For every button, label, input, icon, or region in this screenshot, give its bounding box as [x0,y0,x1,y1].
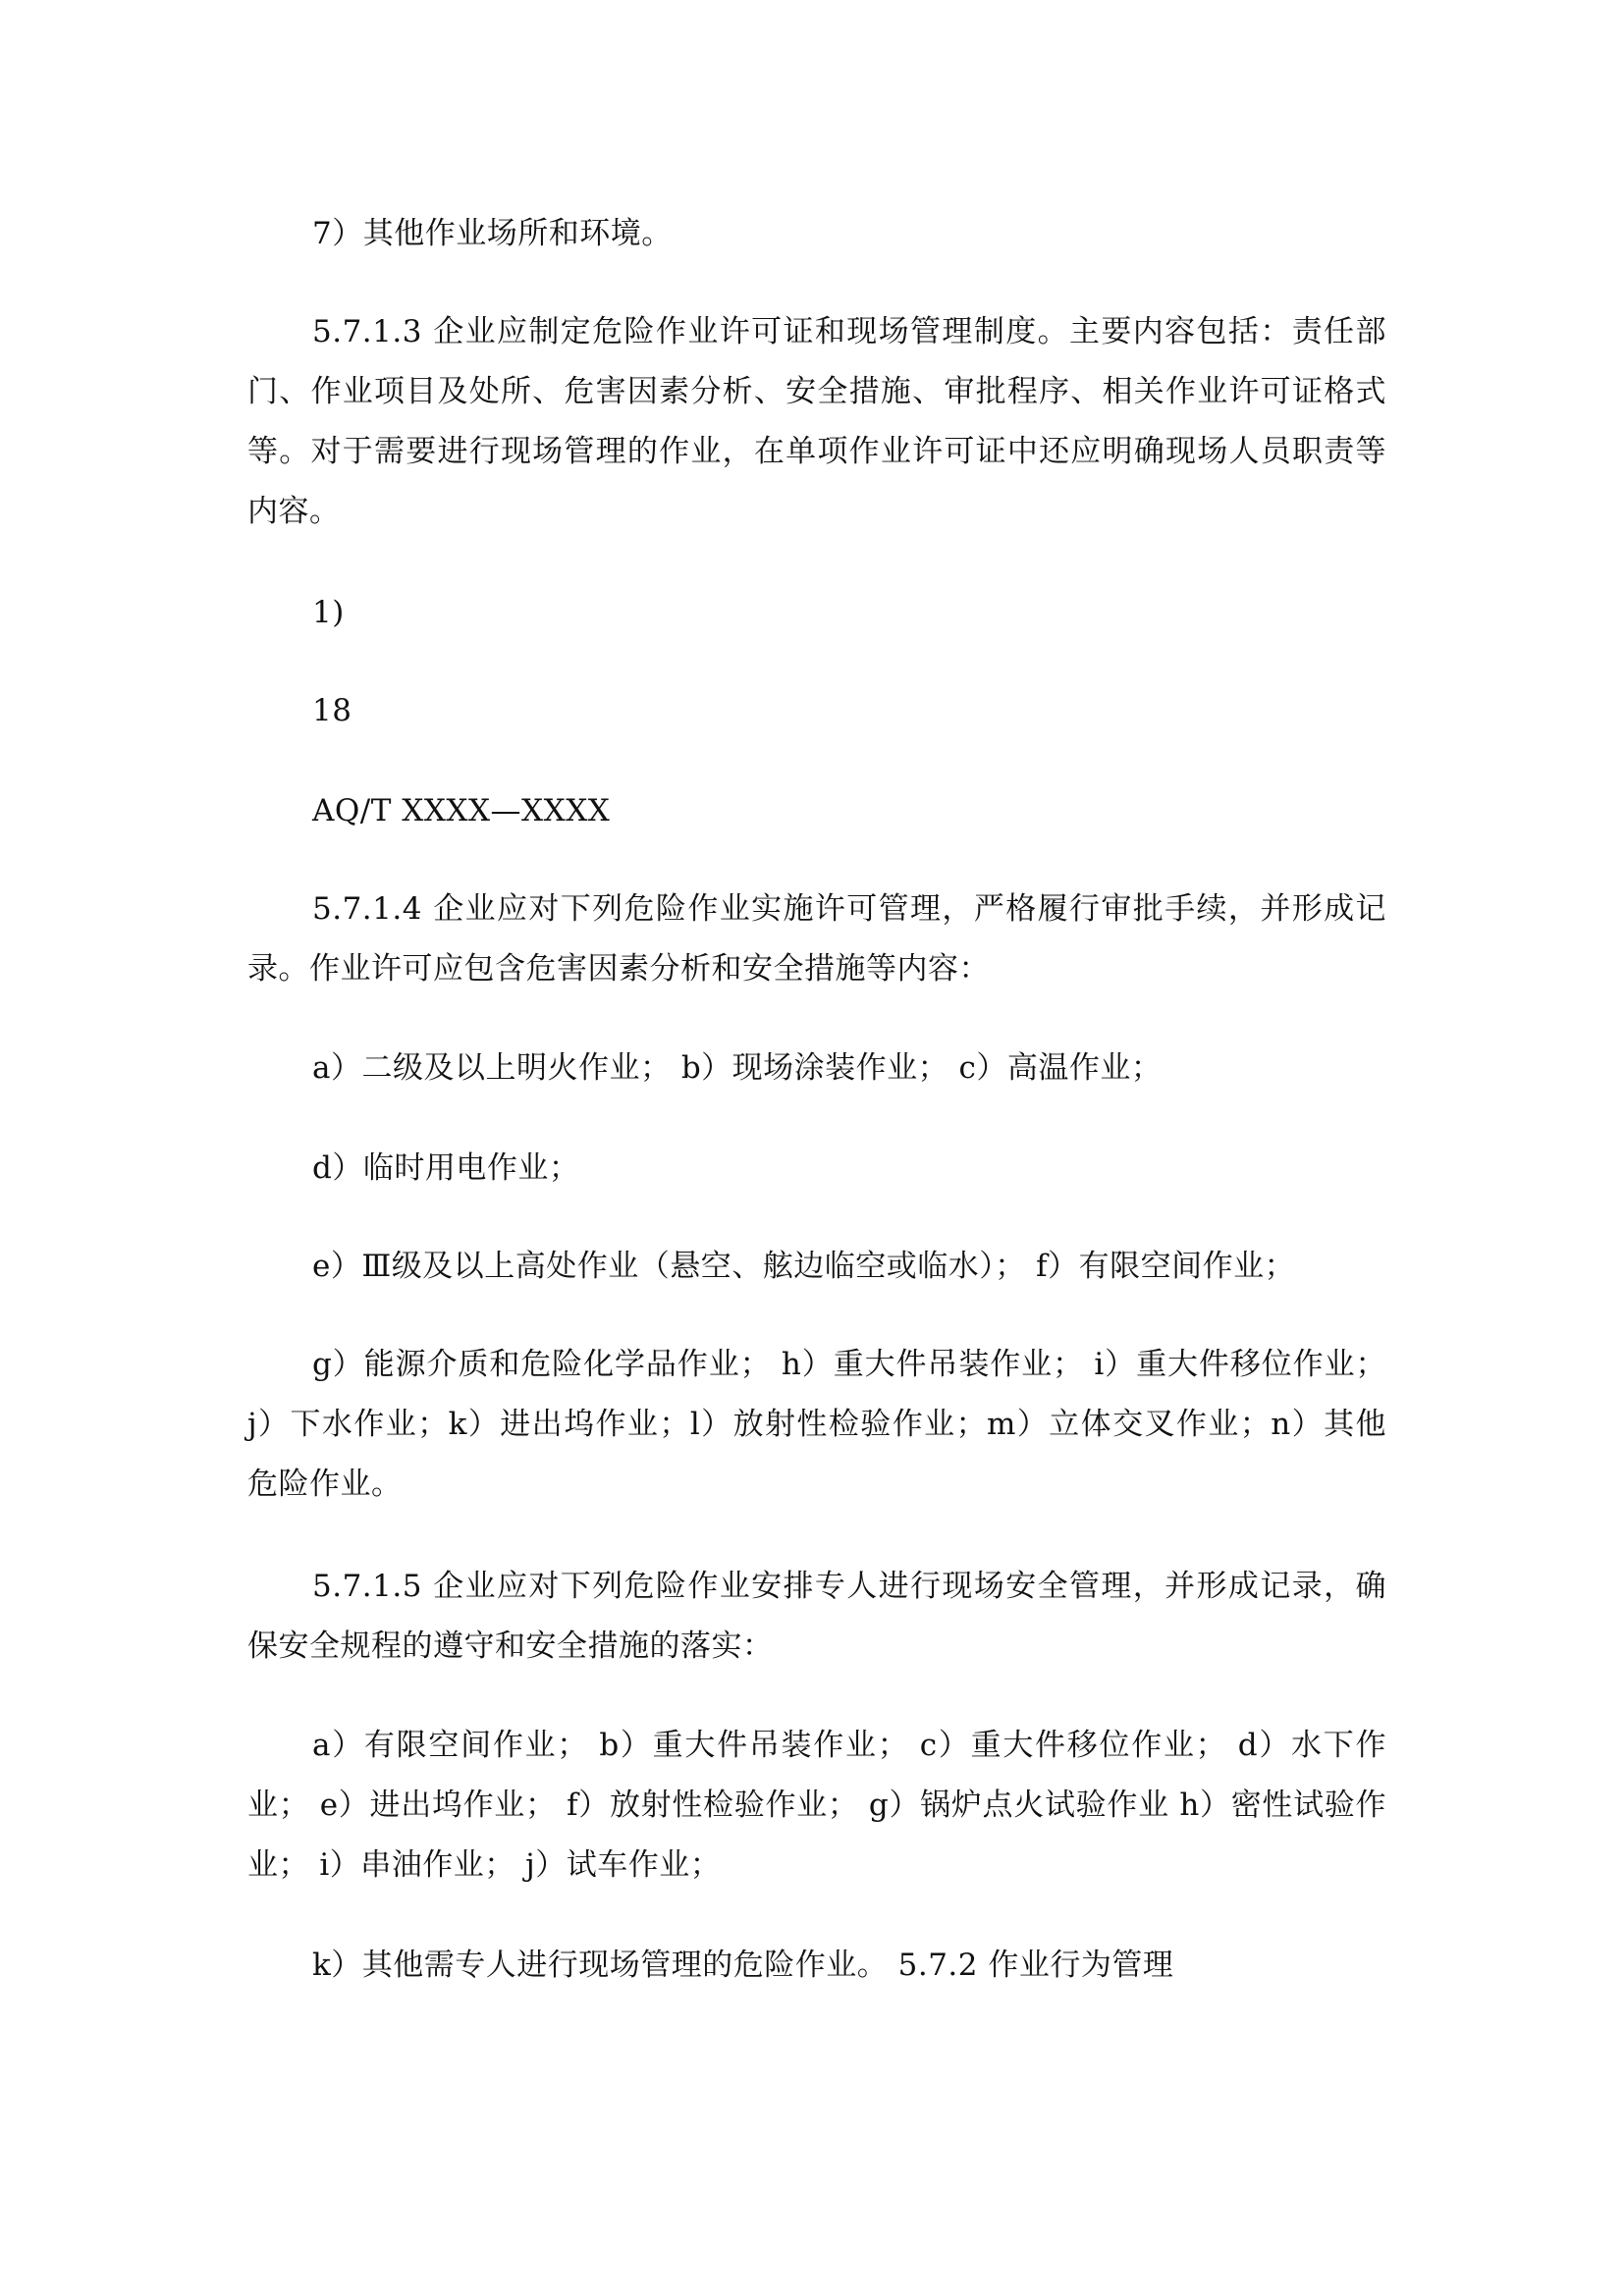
list-a-to-j: a）有限空间作业； b）重大件吊装作业； c）重大件移位作业； d）水下作业； e）进出坞作业； f）放射性检验作业； g）锅炉点火试验作业 h）密性试验作业； i）串油作业； j）试车作业； [247,1728,1386,1883]
paragraph-5-7-1-3: 5.7.1.3 企业应制定危险作业许可证和现场管理制度。主要内容包括：责任部门、作业项目及处所、危害因素分析、安全措施、审批程序、相关作业许可证格式等。对于需要进行现场管理的作业，在单项作业许可证中还应明确现场人员职责等内容。 [247,314,1386,529]
paragraph-other-workplaces: 7）其他作业场所和环境。 [312,216,673,251]
list-e-f: e）Ⅲ级及以上高处作业（悬空、舷边临空或临水）； f）有限空间作业； [312,1249,1296,1284]
standard-code: AQ/T XXXX—XXXX [312,793,611,828]
list-k-and-5-7-2: k）其他需专人进行现场管理的危险作业。 5.7.2 作业行为管理 [312,1948,1174,1983]
list-d: d）临时用电作业； [312,1150,580,1186]
list-a-b-c: a）二级及以上明火作业； b）现场涂装作业； c）高温作业； [312,1050,1163,1086]
list-g-to-n: g）能源介质和危险化学品作业； h）重大件吊装作业； i）重大件移位作业； j）下水作业；k）进出坞作业；l）放射性检验作业；m）立体交叉作业；n）其他危险作业。 [247,1347,1386,1502]
page-number: 18 [312,693,352,728]
paragraph-5-7-1-5: 5.7.1.5 企业应对下列危险作业安排专人进行现场安全管理，并形成记录，确保安全规程的遵守和安全措施的落实： [247,1569,1386,1664]
paragraph-item-1: 1) [312,595,345,630]
paragraph-5-7-1-4: 5.7.1.4 企业应对下列危险作业实施许可管理，严格履行审批手续，并形成记录。作业许可应包含危害因素分析和安全措施等内容： [247,891,1386,987]
